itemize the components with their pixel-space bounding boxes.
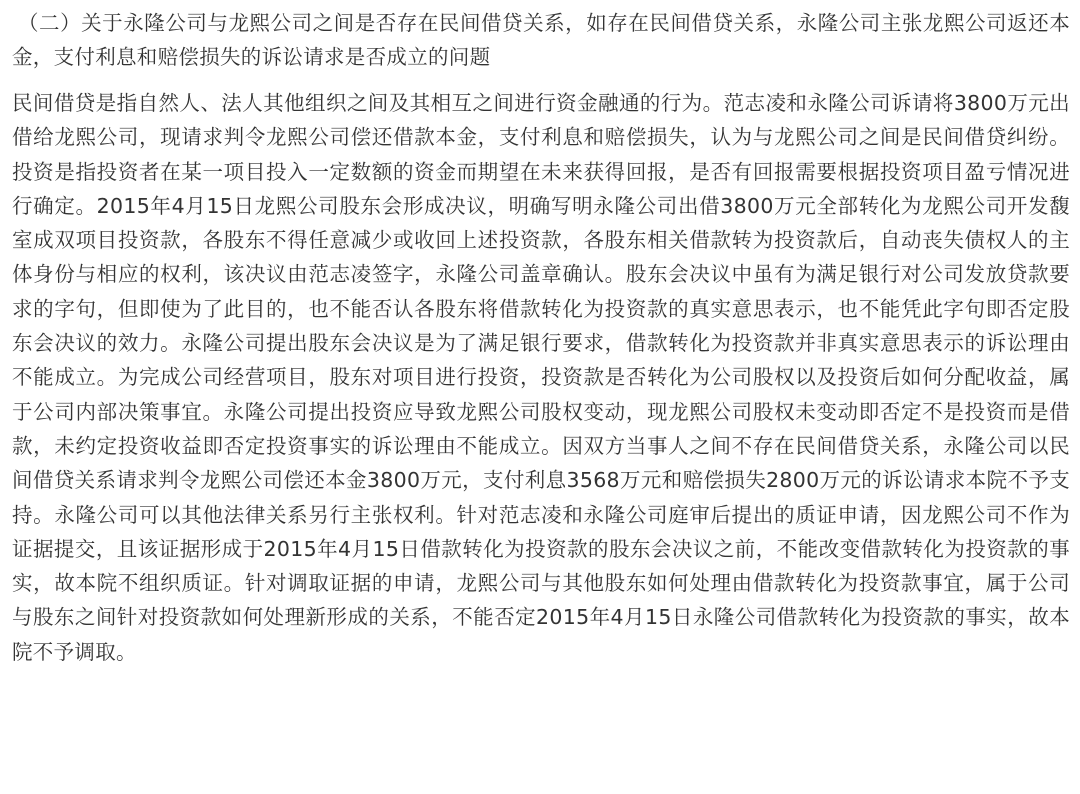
- body-paragraph: 民间借贷是指自然人、法人其他组织之间及其相互之间进行资金融通的行为。范志凌和永隆公司诉请将3800万元出借给龙熙公司，现请求判令龙熙公司偿还借款本金，支付利息和赔偿损失，认为与龙熙公司之间是民间借贷纠纷。投资是指投资者在某一项目投入一定数额的资金而期望在未来获得回报，是否有回报需要根据投资项目盈亏情况进行确定。2015年4月15日龙熙公司股东会形成决议，明确写明永隆公司出借3800万元全部转化为龙熙公司开发馥室成双项目投资款，各股东不得任意减少或收回上述投资款，各股东相关借款转为投资款后，自动丧失债权人的主体身份与相应的权利，该决议由范志凌签字，永隆公司盖章确认。股东会决议中虽有为满足银行对公司发放贷款要求的字句，但即使为了此目的，也不能否认各股东将借款转化为投资款的真实意思表示，也不能凭此字句即否定股东会决议的效力。永隆公司提出股东会决议是为了满足银行要求，借款转化为投资款并非真实意思表示的诉讼理由不能成立。为完成公司经营项目，股东对项目进行投资，投资款是否转化为公司股权以及投资后如何分配收益，属于公司内部决策事宜。永隆公司提出投资应导致龙熙公司股权变动，现龙熙公司股权未变动即否定不是投资而是借款，未约定投资收益即否定投资事实的诉讼理由不能成立。因双方当事人之间不存在民间借贷关系，永隆公司以民间借贷关系请求判令龙熙公司偿还本金3800万元，支付利息3568万元和赔偿损失2800万元的诉讼请求本院不予支持。永隆公司可以其他法律关系另行主张权利。针对范志凌和永隆公司庭审后提出的质证申请，因龙熙公司不作为证据提交，且该证据形成于2015年4月15日借款转化为投资款的股东会决议之前，不能改变借款转化为投资款的事实，故本院不组织质证。针对调取证据的申请，龙熙公司与其他股东如何处理由借款转化为投资款事宜，属于公司与股东之间针对投资款如何处理新形成的关系，不能否定2015年4月15日永隆公司借款转化为投资款的事实，故本院不予调取。: [12, 91, 1070, 664]
- section-heading: （二）关于永隆公司与龙熙公司之间是否存在民间借贷关系，如存在民间借贷关系，永隆公司主张龙熙公司返还本金，支付利息和赔偿损失的诉讼请求是否成立的问题: [12, 11, 1070, 69]
